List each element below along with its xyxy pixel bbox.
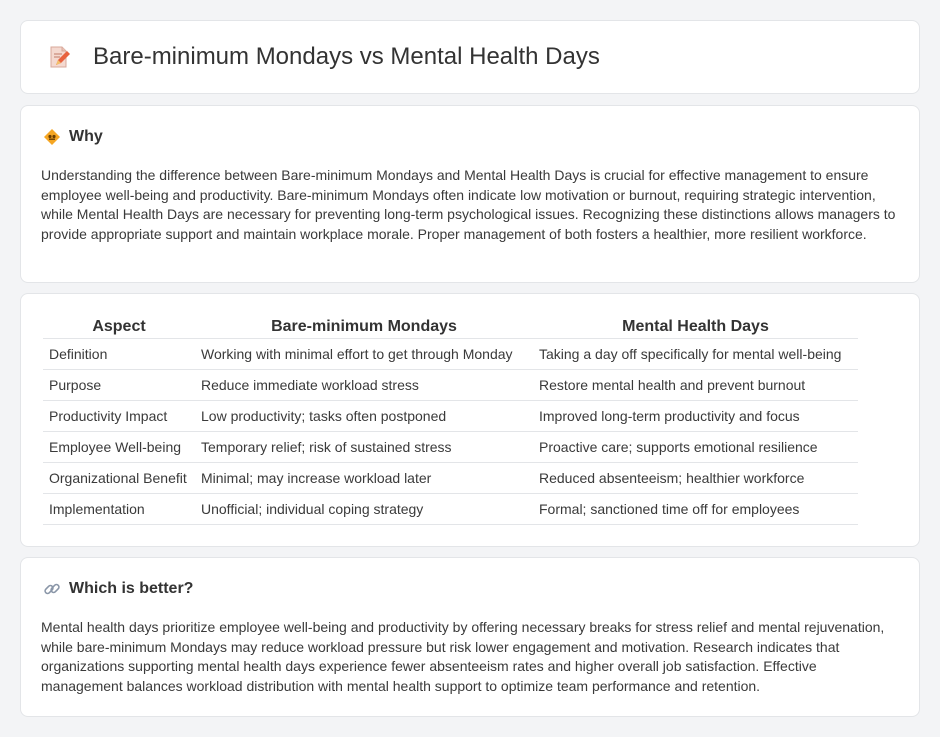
better-heading-row: [43, 580, 193, 598]
row-aspect: Employee Well-being: [43, 431, 195, 462]
row-aspect: Definition: [43, 338, 195, 369]
row-aspect: Organizational Benefit: [43, 462, 195, 493]
table-row: [43, 431, 858, 462]
row-bare-minimum: Low productivity; tasks often postponed: [195, 400, 533, 431]
why-heading-row: [43, 128, 103, 146]
table-row: [43, 400, 858, 431]
better-text: Mental health days prioritize employee well-being and productivity by offering necessary breaks for stress relief and mental rejuvenation, while bare-minimum Mondays may reduce workload pressure but risk lower engagement and motivation. Research indicates that organizations supporting mental health days experience fewer absenteeism rates and higher overall job satisfaction. Effective management balances workload distribution with mental health support to optimize team performance and retention.: [41, 619, 885, 694]
header-aspect: Aspect: [43, 316, 195, 338]
row-aspect: Purpose: [43, 369, 195, 400]
row-bare-minimum: Reduce immediate workload stress: [195, 369, 533, 400]
header-bare-minimum-mondays: Bare-minimum Mondays: [195, 316, 533, 338]
memo-pencil-icon: [47, 45, 71, 69]
row-mental-health: Reduced absenteeism; healthier workforce: [533, 462, 858, 493]
row-bare-minimum: Minimal; may increase workload later: [195, 462, 533, 493]
comparison-card: [20, 293, 920, 547]
why-text: Understanding the difference between Bare-minimum Mondays and Mental Health Days is crucial for effective management to ensure employee well-being and productivity. Bare-minimum Mondays often indicate low motivation or burnout, requiring strategic intervention, while Mental Health Days are necessary for preventing long-term psychological issues. Recognizing these distinctions allows managers to provide appropriate support and maintain workplace morale. Proper management of both fosters a healthier, more resilient workforce.: [41, 167, 896, 242]
table-row: [43, 338, 858, 369]
better-heading: Which is better?: [69, 580, 194, 597]
title-card: [20, 20, 920, 94]
why-card: [20, 105, 920, 283]
link-icon: [43, 580, 61, 598]
table-row: [43, 462, 858, 493]
row-aspect: Productivity Impact: [43, 400, 195, 431]
row-bare-minimum: Working with minimal effort to get through Monday: [195, 338, 533, 369]
why-heading: Why: [69, 128, 103, 145]
table-row: [43, 493, 858, 524]
diamond-warning-icon: [43, 128, 61, 146]
table-header-row: [43, 316, 858, 338]
row-bare-minimum: Temporary relief; risk of sustained stress: [195, 431, 533, 462]
header-mental-health-days: Mental Health Days: [533, 316, 858, 338]
page-title: Bare-minimum Mondays vs Mental Health Days: [93, 43, 600, 70]
row-mental-health: Improved long-term productivity and focus: [533, 400, 858, 431]
row-mental-health: Formal; sanctioned time off for employees: [533, 493, 858, 524]
comparison-table: [43, 316, 858, 525]
row-mental-health: Proactive care; supports emotional resilience: [533, 431, 858, 462]
row-bare-minimum: Unofficial; individual coping strategy: [195, 493, 533, 524]
row-mental-health: Restore mental health and prevent burnout: [533, 369, 858, 400]
which-is-better-card: [20, 557, 920, 717]
row-aspect: Implementation: [43, 493, 195, 524]
table-row: [43, 369, 858, 400]
row-mental-health: Taking a day off specifically for mental well-being: [533, 338, 858, 369]
